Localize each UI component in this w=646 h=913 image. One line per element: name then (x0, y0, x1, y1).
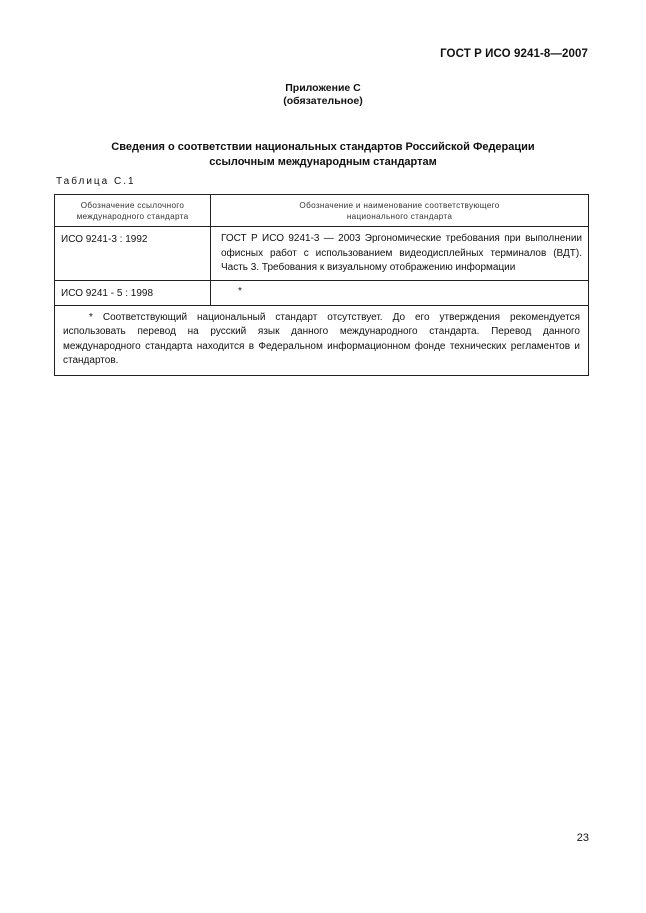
column-header-text: национального стандарта (346, 212, 453, 221)
document-code: ГОСТ Р ИСО 9241-8—2007 (440, 48, 588, 60)
column-header-reference (55, 195, 211, 227)
table-header-row (55, 195, 589, 227)
column-header-text: Обозначение и наименование соответствующего (299, 201, 500, 210)
table-row (55, 280, 589, 305)
section-title (60, 140, 586, 170)
appendix-title: Приложение С (285, 82, 361, 94)
column-header-national (211, 195, 589, 227)
section-title-line-2: ссылочным международным стандартам (209, 156, 437, 168)
column-header-text: международного стандарта (76, 212, 189, 221)
reference-standard-cell: ИСО 9241 - 5 : 1998 (55, 280, 211, 305)
column-header-text: Обозначение ссылочного (80, 201, 185, 210)
table-footnote-row (55, 305, 589, 375)
table-label: Таблица С.1 (56, 176, 136, 187)
appendix-status: (обязательное) (283, 95, 363, 107)
table-row (55, 227, 589, 281)
national-standard-cell: * (211, 280, 589, 305)
page-number: 23 (576, 832, 589, 844)
table-footnote: * Соответствующий национальный стандарт отсутствует. До его утверждения рекомендуется использовать перевод на русский язык данного международного стандарта. Перевод данного международного стандарта находится в Федеральном информационном фонде технических регламентов и стандартов. (55, 305, 589, 375)
reference-standard-cell: ИСО 9241-3 : 1992 (55, 227, 211, 281)
national-standard-cell: ГОСТ Р ИСО 9241-3 — 2003 Эргономические требования при выполнении офисных работ с использованием видеодисплейных терминалов (ВДТ). Часть 3. Требования к визуальному отображению информации (211, 227, 589, 281)
standards-table (54, 194, 589, 376)
appendix-heading (0, 82, 646, 108)
section-title-line-1: Сведения о соответствии национальных стандартов Российской Федерации (111, 141, 535, 153)
